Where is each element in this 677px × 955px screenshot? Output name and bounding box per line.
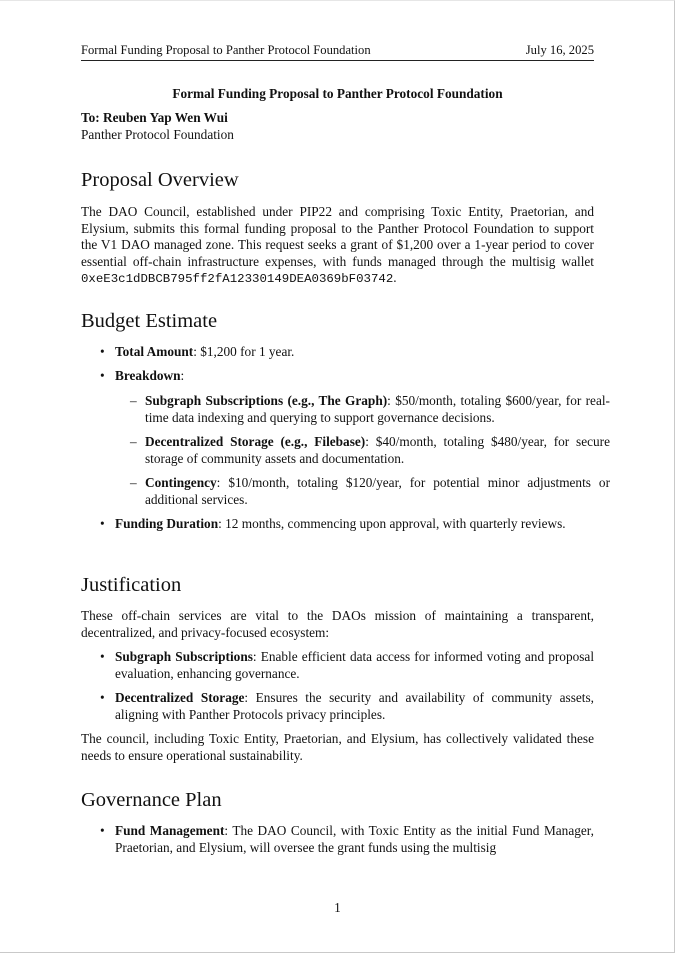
bullet-icon: •: [100, 649, 105, 664]
dash-icon: –: [130, 393, 137, 408]
justification-intro: These off-chain services are vital to the DAOs mission of maintaining a transparent, decentralized, and privacy-focused ecosystem:: [81, 608, 594, 640]
contingency-text: : $10/month, totaling $120/year, for potential minor adjustments or additional services.: [145, 475, 610, 507]
duration-text: : 12 months, commencing upon approval, with quarterly reviews.: [218, 516, 566, 531]
fund-management-label: Fund Management: [115, 823, 225, 838]
heading-proposal-overview: Proposal Overview: [81, 169, 239, 191]
recipient-org: Panther Protocol Foundation: [81, 126, 234, 142]
wallet-address: 0xeE3c1dDBCB795ff2fA12330149DEA0369bF03742: [81, 272, 394, 286]
recipient-name: To: Reuben Yap Wen Wui: [81, 110, 228, 125]
header-date: July 16, 2025: [525, 43, 594, 57]
storage-label: Decentralized Storage (e.g., Filebase): [145, 434, 366, 449]
breakdown-text: :: [180, 368, 185, 383]
justification-subgraph-label: Subgraph Subscriptions: [115, 649, 253, 664]
overview-tail: .: [393, 270, 397, 285]
bullet-icon: •: [100, 516, 105, 531]
bullet-icon: •: [100, 344, 105, 359]
contingency-label: Contingency: [145, 475, 217, 490]
total-label: Total Amount: [115, 344, 194, 359]
bullet-icon: •: [100, 368, 105, 383]
overview-paragraph: [81, 204, 594, 288]
subgraph-label: Subgraph Subscriptions (e.g., The Graph): [145, 393, 388, 408]
justification-storage-text: : Ensures the security and availability of community assets, aligning with Panther Protocols privacy principles.: [115, 690, 594, 722]
subgraph-text: : $50/month, totaling $600/year, for real-time data indexing and querying to support governance decisions.: [145, 393, 610, 425]
justification-closing: The council, including Toxic Entity, Praetorian, and Elysium, has collectively validated these needs to ensure operational sustainability.: [81, 731, 594, 763]
fund-management-text: : The DAO Council, with Toxic Entity as the initial Fund Manager, Praetorian, and Elysium, will oversee the grant funds using the multisig: [115, 823, 594, 855]
bullet-icon: •: [100, 690, 105, 705]
heading-governance-plan: Governance Plan: [81, 789, 222, 811]
duration-label: Funding Duration: [115, 516, 219, 531]
header-title: Formal Funding Proposal to Panther Protocol Foundation: [81, 43, 371, 57]
heading-budget-estimate: Budget Estimate: [81, 310, 218, 332]
running-header: [81, 41, 594, 61]
recipient-block: [81, 110, 594, 143]
document-title: Formal Funding Proposal to Panther Protocol Foundation: [172, 86, 503, 101]
justification-storage-label: Decentralized Storage: [115, 690, 245, 705]
heading-justification: Justification: [81, 574, 182, 596]
dash-icon: –: [130, 434, 137, 449]
total-text: : $1,200 for 1 year.: [193, 344, 295, 359]
bullet-icon: •: [100, 823, 105, 838]
page-number: 1: [334, 900, 341, 915]
dash-icon: –: [130, 475, 137, 490]
breakdown-label: Breakdown: [115, 368, 181, 383]
justification-subgraph-text: : Enable efficient data access for informed voting and proposal evaluation, enhancing governance.: [115, 649, 595, 681]
overview-text: The DAO Council, established under PIP22 and comprising Toxic Entity, Praetorian, and Elysium, submits this formal funding proposal to the Panther Protocol Foundation to support the V1 DAO managed zone. This request seeks a grant of $1,200 over a 1-year period to cover essential off-chain infrastructure expenses, with funds managed through the multisig wallet: [81, 204, 594, 269]
storage-text: : $40/month, totaling $480/year, for secure storage of community assets and documentation.: [145, 434, 610, 466]
